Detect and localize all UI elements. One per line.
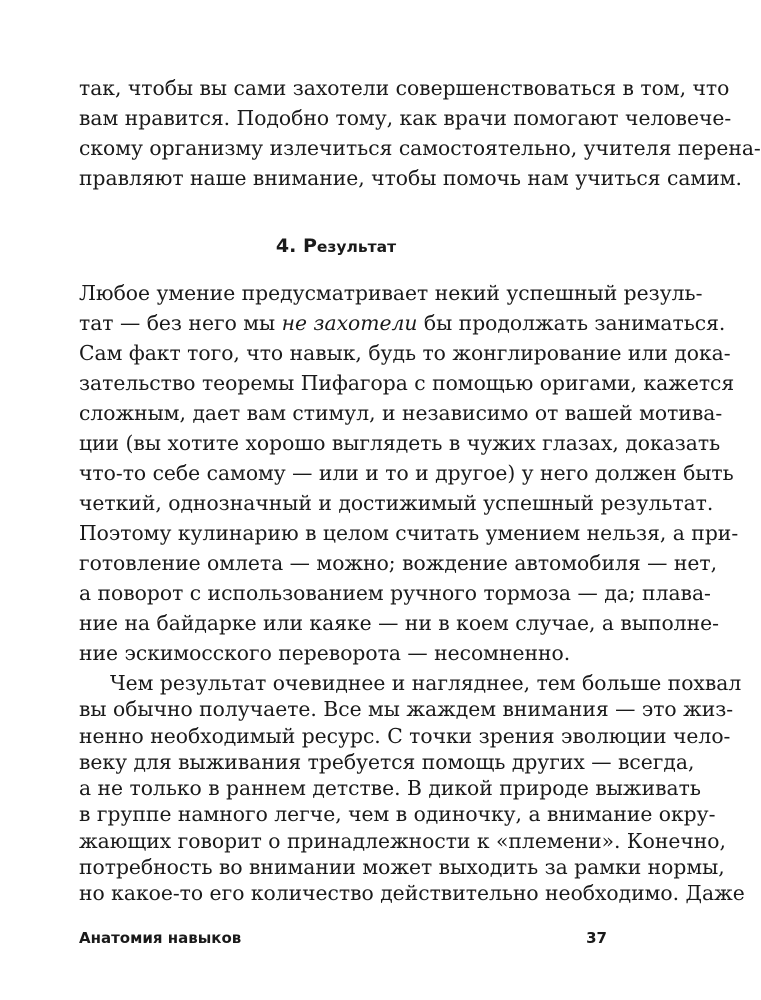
text-segment: бы продолжать заниматься. [417, 311, 726, 335]
section-heading-title: езультат [316, 238, 397, 256]
text-line: жающих говорит о принадлежности к «племени». Конечно, [79, 829, 726, 853]
text-line: Поэтому кулинарию в целом считать умением нельзя, а при- [79, 521, 739, 545]
text-line: ции (вы хотите хорошо выглядеть в чужих глазах, доказать [79, 431, 721, 455]
text-line: вам нравится. Подобно тому, как врачи помогают человече- [79, 106, 732, 130]
text-line: а не только в раннем детстве. В дикой природе выживать [79, 776, 701, 800]
text-line: скому организму излечиться самостоятельно, учителя перена- [79, 136, 761, 160]
page-number: 37 [586, 929, 607, 947]
text-line: веку для выживания требуется помощь других — всегда, [79, 750, 695, 774]
text-segment: тат — без него мы [79, 311, 282, 335]
section-heading [0, 234, 672, 259]
italic-emphasis: не захотели [281, 311, 418, 335]
text-line: Любое умение предусматривает некий успешный резуль- [79, 281, 703, 305]
text-line: четкий, однозначный и достижимый успешный результат. [79, 491, 714, 515]
text-line: сложным, дает вам стимул, и независимо от вашей мотива- [79, 401, 723, 425]
text-line: ние эскимосского переворота — несомненно. [79, 641, 571, 665]
text-line: а поворот с использованием ручного тормоза — да; плава- [79, 581, 711, 605]
text-line: ненно необходимый ресурс. С точки зрения эволюции чело- [79, 724, 731, 748]
text-line: правляют наше внимание, чтобы помочь нам учиться самим. [79, 166, 742, 190]
text-line [79, 311, 726, 335]
text-line: вы обычно получаете. Все мы жаждем внимания — это жиз- [79, 697, 734, 721]
text-line: зательство теоремы Пифагора с помощью оригами, кажется [79, 371, 735, 395]
text-line: ние на байдарке или каяке — ни в коем случае, а выполне- [79, 611, 719, 635]
text-line: но какое-то его количество действительно необходимо. Даже [79, 881, 745, 905]
text-line: потребность во внимании может выходить за рамки нормы, [79, 855, 725, 879]
text-line: что-то себе самому — или и то и другое) у него должен быть [79, 461, 734, 485]
text-line: Сам факт того, что навык, будь то жонглирование или дока- [79, 341, 731, 365]
text-line: готовление омлета — можно; вождение автомобиля — нет, [79, 551, 718, 575]
section-heading-number: 4. Р [275, 235, 317, 257]
text-line: так, чтобы вы сами захотели совершенствоваться в том, что [79, 76, 730, 100]
text-line: в группе намного легче, чем в одиночку, а внимание окру- [79, 802, 716, 826]
running-footer-title: Анатомия навыков [79, 929, 242, 947]
text-line: Чем результат очевиднее и нагляднее, тем больше похвал [110, 671, 742, 695]
